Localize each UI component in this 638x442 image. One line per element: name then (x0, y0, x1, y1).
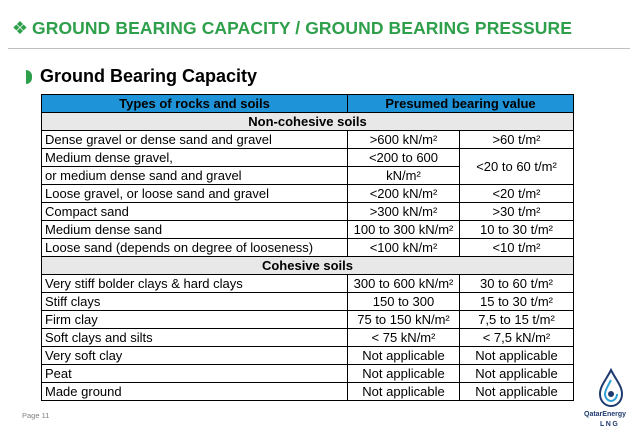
table-row (42, 311, 574, 329)
section-row-noncohesive (42, 113, 574, 131)
soil-type: Stiff clays (42, 293, 348, 311)
value-kn: >600 kN/m² (348, 131, 460, 149)
value-t: >60 t/m² (460, 131, 574, 149)
diamond-bullet-icon: ❖ (11, 17, 29, 38)
value-t: Not applicable (460, 347, 574, 365)
table-row (42, 275, 574, 293)
section-heading: Ground Bearing Capacity (40, 66, 258, 86)
soil-type: Medium dense gravel, (42, 149, 348, 167)
soil-type: Dense gravel or dense sand and gravel (42, 131, 348, 149)
header-value: Presumed bearing value (348, 95, 574, 113)
soil-type: Made ground (42, 383, 348, 401)
soil-type: or medium dense sand and gravel (42, 167, 348, 185)
value-kn: 300 to 600 kN/m² (348, 275, 460, 293)
table-row (42, 221, 574, 239)
table-row (42, 383, 574, 401)
value-kn: >300 kN/m² (348, 203, 460, 221)
table-row (42, 239, 574, 257)
value-kn: <100 kN/m² (348, 239, 460, 257)
table-row (42, 293, 574, 311)
header-row (42, 95, 574, 113)
table-row (42, 185, 574, 203)
soil-type: Loose sand (depends on degree of looseness) (42, 239, 348, 257)
value-t: 15 to 30 t/m² (460, 293, 574, 311)
table-row (42, 131, 574, 149)
soil-type: Soft clays and silts (42, 329, 348, 347)
value-kn: 75 to 150 kN/m² (348, 311, 460, 329)
soil-type: Very soft clay (42, 347, 348, 365)
value-kn: Not applicable (348, 347, 460, 365)
value-t: <20 to 60 t/m² (460, 149, 574, 185)
value-kn: < 75 kN/m² (348, 329, 460, 347)
soil-type: Very stiff bolder clays & hard clays (42, 275, 348, 293)
value-kn: 150 to 300 (348, 293, 460, 311)
value-t: 10 to 30 t/m² (460, 221, 574, 239)
table-row (42, 149, 574, 167)
slide-title: GROUND BEARING CAPACITY / GROUND BEARING PRESSURE (32, 17, 572, 38)
header-types: Types of rocks and soils (42, 95, 348, 113)
soil-type: Medium dense sand (42, 221, 348, 239)
page-number: Page 11 (22, 411, 50, 420)
section-row-cohesive (42, 257, 574, 275)
value-t: <10 t/m² (460, 239, 574, 257)
logo-subtitle: LNG (600, 421, 620, 428)
value-t: <20 t/m² (460, 185, 574, 203)
section-label-cohesive: Cohesive soils (42, 257, 574, 275)
soil-type: Firm clay (42, 311, 348, 329)
value-t: Not applicable (460, 365, 574, 383)
table-row (42, 347, 574, 365)
value-kn: 100 to 300 kN/m² (348, 221, 460, 239)
logo-wordmark: QatarEnergy (584, 411, 627, 418)
bearing-capacity-table (41, 94, 574, 401)
half-circle-bullet-icon (26, 69, 36, 85)
soil-type: Compact sand (42, 203, 348, 221)
value-kn: Not applicable (348, 383, 460, 401)
section-label-noncohesive: Non-cohesive soils (42, 113, 574, 131)
value-t: 7,5 to 15 t/m² (460, 311, 574, 329)
value-kn: <200 to 600 (348, 149, 460, 167)
value-kn: kN/m² (348, 167, 460, 185)
table-row (42, 365, 574, 383)
subtitle-row (26, 66, 257, 87)
title-divider (8, 48, 630, 49)
table-row (42, 329, 574, 347)
value-t: 30 to 60 t/m² (460, 275, 574, 293)
value-t: < 7,5 kN/m² (460, 329, 574, 347)
value-t: >30 t/m² (460, 203, 574, 221)
value-t: Not applicable (460, 383, 574, 401)
value-kn: <200 kN/m² (348, 185, 460, 203)
soil-type: Loose gravel, or loose sand and gravel (42, 185, 348, 203)
value-kn: Not applicable (348, 365, 460, 383)
table-row (42, 203, 574, 221)
slide-title-row (8, 12, 638, 44)
soil-type: Peat (42, 365, 348, 383)
